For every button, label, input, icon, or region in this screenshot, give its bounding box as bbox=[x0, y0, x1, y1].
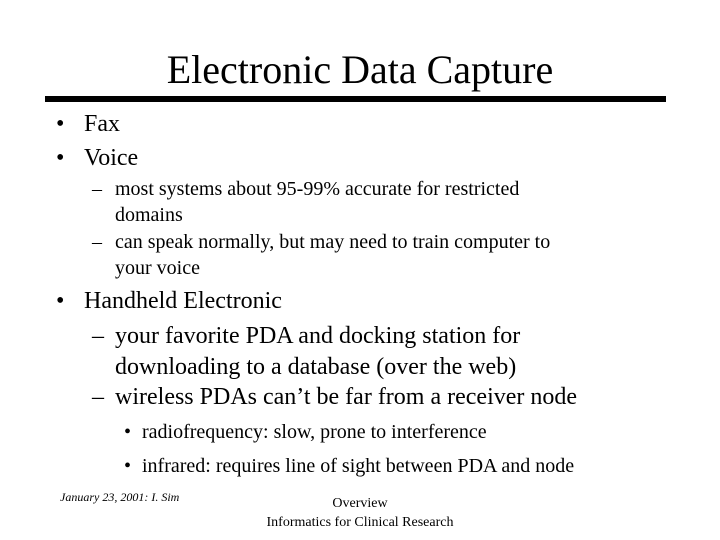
bullet-marker: • bbox=[56, 111, 65, 137]
slide-title: Electronic Data Capture bbox=[166, 47, 554, 92]
sub-item-line: most systems about 95-99% accurate for restricted bbox=[115, 178, 520, 200]
sub-item-line: downloading to a database (over the web) bbox=[115, 354, 517, 380]
dash-marker: – bbox=[92, 231, 102, 253]
sub-item-line: domains bbox=[115, 204, 183, 226]
dash-marker: – bbox=[92, 384, 104, 410]
bullet-text: Handheld Electronic bbox=[84, 288, 282, 314]
sub-item-line: your voice bbox=[115, 257, 200, 279]
dash-marker: – bbox=[92, 178, 102, 200]
bullet-marker: • bbox=[56, 145, 65, 171]
sub-item-line: can speak normally, but may need to train computer to bbox=[115, 231, 551, 253]
dash-marker: – bbox=[92, 323, 104, 349]
title-divider bbox=[45, 96, 666, 102]
bullet-marker: • bbox=[124, 455, 132, 477]
subsub-item-text: radiofrequency: slow, prone to interference bbox=[142, 421, 487, 443]
footer-center bbox=[260, 494, 460, 532]
subsub-item-text: infrared: requires line of sight between PDA and node bbox=[142, 455, 575, 477]
bullet-text: Fax bbox=[84, 111, 120, 137]
bullet-marker: • bbox=[56, 288, 65, 314]
bullet-marker: • bbox=[124, 421, 132, 443]
bullet-text: Voice bbox=[84, 145, 139, 171]
sub-item-line: your favorite PDA and docking station for bbox=[115, 323, 521, 349]
footer-course-label: Informatics for Clinical Research bbox=[266, 515, 454, 530]
sub-item-line: wireless PDAs can’t be far from a receiver node bbox=[115, 384, 578, 410]
footer-date-author: January 23, 2001: I. Sim bbox=[60, 490, 180, 504]
footer-section-label: Overview bbox=[332, 496, 388, 511]
